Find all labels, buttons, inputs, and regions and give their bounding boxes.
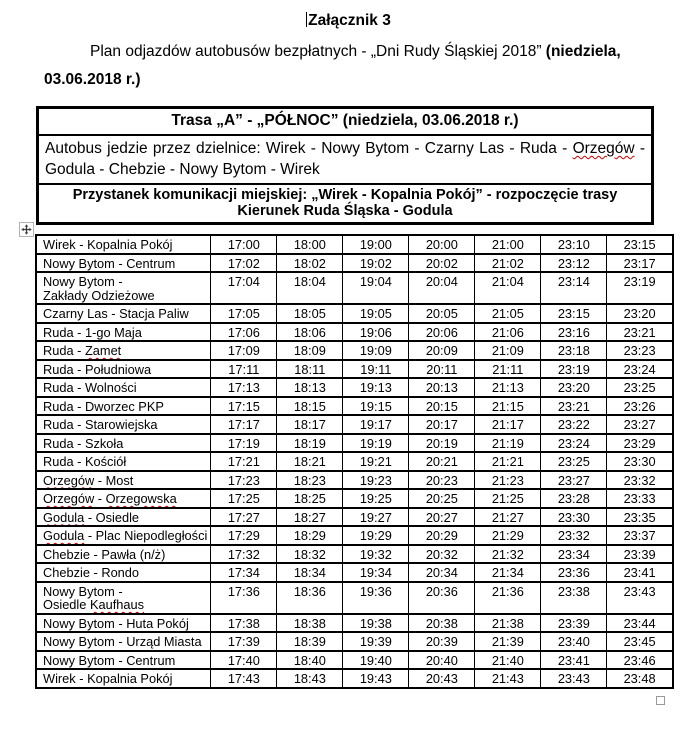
departure-time-cell: 23:39 bbox=[541, 614, 607, 633]
departure-time-cell: 23:21 bbox=[607, 323, 673, 342]
departure-time-cell: 18:36 bbox=[277, 582, 343, 614]
departure-time-cell: 23:35 bbox=[607, 508, 673, 527]
timetable-row bbox=[36, 360, 673, 379]
stop-name-text: Nowy Bytom - bbox=[43, 583, 123, 599]
departure-time-cell: 21:06 bbox=[475, 323, 541, 342]
departure-time-cell: 19:05 bbox=[343, 304, 409, 323]
stop-name-text: Ruda - Wolności bbox=[43, 380, 137, 395]
departure-time-cell: 21:27 bbox=[475, 508, 541, 527]
departure-time-cell: 17:04 bbox=[211, 272, 277, 304]
departure-time-cell: 23:43 bbox=[541, 669, 607, 688]
departure-time-cell: 23:10 bbox=[541, 235, 607, 254]
departure-time-cell: 23:39 bbox=[607, 545, 673, 564]
stop-name-cell bbox=[36, 304, 211, 323]
departure-time-cell: 19:32 bbox=[343, 545, 409, 564]
misspelled-word: Kaufhaus bbox=[89, 597, 145, 612]
departure-time-cell: 17:25 bbox=[211, 489, 277, 508]
departure-time-cell: 20:29 bbox=[409, 526, 475, 545]
departure-time-cell: 23:25 bbox=[607, 378, 673, 397]
stop-name-text: Nowy Bytom - Centrum bbox=[43, 255, 176, 271]
departure-time-cell: 18:29 bbox=[277, 526, 343, 545]
departure-time-cell: 23:44 bbox=[607, 614, 673, 633]
timetable-row bbox=[36, 272, 673, 304]
departure-time-cell: 19:11 bbox=[343, 360, 409, 379]
departure-time-cell: 21:39 bbox=[475, 632, 541, 651]
departure-time-cell: 18:00 bbox=[277, 235, 343, 254]
stop-name-cell bbox=[36, 378, 211, 397]
stop-name-text: Osiedle bbox=[43, 597, 90, 612]
intro-text-bold: (niedziela, bbox=[545, 43, 621, 60]
departure-time-cell: 20:43 bbox=[409, 669, 475, 688]
departure-time-cell: 19:19 bbox=[343, 434, 409, 453]
timetable-row bbox=[36, 415, 673, 434]
timetable-row bbox=[36, 632, 673, 651]
start-stop-line2: Kierunek Ruda Śląska - Godula bbox=[237, 203, 453, 219]
table-resize-handle[interactable] bbox=[656, 696, 665, 705]
departure-time-cell: 21:29 bbox=[475, 526, 541, 545]
text-run: - Godula - Chebzie - Nowy Bytom - Wirek bbox=[45, 140, 646, 178]
departure-time-cell: 23:22 bbox=[541, 415, 607, 434]
departure-time-cell: 21:02 bbox=[475, 254, 541, 273]
stop-name-text: Czarny Las - Stacja Paliw bbox=[43, 306, 189, 321]
timetable bbox=[35, 234, 674, 689]
timetable-row bbox=[36, 434, 673, 453]
departure-time-cell: 17:05 bbox=[211, 304, 277, 323]
stop-name-text: Nowy Bytom - Urząd Miasta bbox=[43, 634, 202, 649]
stop-name-cell bbox=[36, 632, 211, 651]
departure-time-cell: 19:04 bbox=[343, 272, 409, 304]
departure-time-cell: 23:26 bbox=[607, 397, 673, 416]
departure-time-cell: 23:43 bbox=[607, 582, 673, 614]
stop-name-text: Ruda - 1-go Maja bbox=[43, 324, 142, 340]
departure-time-cell: 18:15 bbox=[277, 397, 343, 416]
misspelled-word: Godula bbox=[43, 509, 85, 525]
departure-time-cell: 20:06 bbox=[409, 323, 475, 342]
stop-name-text: Ruda - Dworzec PKP bbox=[43, 398, 164, 414]
departure-time-cell: 21:34 bbox=[475, 563, 541, 582]
stop-name-text: Ruda - Kościół bbox=[43, 454, 127, 469]
departure-time-cell: 18:32 bbox=[277, 545, 343, 564]
departure-time-cell: 23:30 bbox=[607, 452, 673, 471]
departure-time-cell: 23:27 bbox=[607, 415, 673, 434]
departure-time-cell: 17:00 bbox=[211, 235, 277, 254]
departure-time-cell: 23:41 bbox=[607, 563, 673, 582]
route-header-box bbox=[36, 106, 654, 225]
departure-time-cell: 17:19 bbox=[211, 434, 277, 453]
departure-time-cell: 21:09 bbox=[475, 341, 541, 360]
departure-time-cell: 21:32 bbox=[475, 545, 541, 564]
departure-time-cell: 23:19 bbox=[607, 272, 673, 304]
departure-time-cell: 17:17 bbox=[211, 415, 277, 434]
departure-time-cell: 23:28 bbox=[541, 489, 607, 508]
departure-time-cell: 23:17 bbox=[607, 254, 673, 273]
departure-time-cell: 18:09 bbox=[277, 341, 343, 360]
departure-time-cell: 20:38 bbox=[409, 614, 475, 633]
intro-text-regular: Plan odjazdów autobusów bezpłatnych - „Dni Rudy Śląskiej 2018” bbox=[90, 43, 546, 60]
attachment-title bbox=[0, 12, 697, 30]
departure-time-cell: 23:45 bbox=[607, 632, 673, 651]
stop-name-cell bbox=[36, 323, 211, 342]
departure-time-cell: 23:30 bbox=[541, 508, 607, 527]
departure-time-cell: 18:38 bbox=[277, 614, 343, 633]
departure-time-cell: 20:25 bbox=[409, 489, 475, 508]
timetable-row bbox=[36, 508, 673, 527]
departure-time-cell: 20:00 bbox=[409, 235, 475, 254]
route-districts bbox=[39, 136, 651, 185]
stop-name-text: Zakłady Odzieżowe bbox=[43, 287, 155, 303]
departure-time-cell: 21:40 bbox=[475, 651, 541, 670]
departure-time-cell: 17:02 bbox=[211, 254, 277, 273]
departure-time-cell: 17:09 bbox=[211, 341, 277, 360]
misspelled-word: Orzegów bbox=[43, 472, 95, 488]
departure-time-cell: 18:25 bbox=[277, 489, 343, 508]
stop-name-text: - Plac Niepodległości bbox=[84, 528, 208, 543]
misspelled-word: Godula bbox=[43, 528, 85, 543]
departure-time-cell: 20:11 bbox=[409, 360, 475, 379]
departure-time-cell: 17:32 bbox=[211, 545, 277, 564]
departure-time-cell: 17:34 bbox=[211, 563, 277, 582]
stop-name-cell bbox=[36, 651, 211, 670]
departure-time-cell: 19:23 bbox=[343, 471, 409, 490]
stop-name-cell bbox=[36, 415, 211, 434]
departure-time-cell: 19:17 bbox=[343, 415, 409, 434]
stop-name-text: - Osiedle bbox=[84, 509, 140, 525]
departure-time-cell: 19:27 bbox=[343, 508, 409, 527]
departure-time-cell: 23:12 bbox=[541, 254, 607, 273]
departure-time-cell: 20:09 bbox=[409, 341, 475, 360]
departure-time-cell: 20:27 bbox=[409, 508, 475, 527]
departure-time-cell: 19:21 bbox=[343, 452, 409, 471]
departure-time-cell: 21:05 bbox=[475, 304, 541, 323]
route-start-stop bbox=[39, 185, 651, 222]
departure-time-cell: 19:43 bbox=[343, 669, 409, 688]
departure-time-cell: 18:43 bbox=[277, 669, 343, 688]
departure-time-cell: 21:23 bbox=[475, 471, 541, 490]
departure-time-cell: 23:14 bbox=[541, 272, 607, 304]
stop-name-cell bbox=[36, 545, 211, 564]
departure-time-cell: 21:25 bbox=[475, 489, 541, 508]
departure-time-cell: 23:46 bbox=[607, 651, 673, 670]
departure-time-cell: 23:48 bbox=[607, 669, 673, 688]
departure-time-cell: 21:11 bbox=[475, 360, 541, 379]
departure-time-cell: 23:19 bbox=[541, 360, 607, 379]
departure-time-cell: 21:43 bbox=[475, 669, 541, 688]
departure-time-cell: 17:39 bbox=[211, 632, 277, 651]
stop-name-cell bbox=[36, 235, 211, 254]
stop-name-cell bbox=[36, 526, 211, 545]
departure-time-cell: 17:21 bbox=[211, 452, 277, 471]
departure-time-cell: 17:40 bbox=[211, 651, 277, 670]
departure-time-cell: 23:15 bbox=[541, 304, 607, 323]
departure-time-cell: 17:43 bbox=[211, 669, 277, 688]
stop-name-text: - Most bbox=[94, 472, 134, 488]
departure-time-cell: 18:19 bbox=[277, 434, 343, 453]
departure-time-cell: 17:15 bbox=[211, 397, 277, 416]
departure-time-cell: 23:15 bbox=[607, 235, 673, 254]
move-arrows-icon bbox=[21, 224, 32, 235]
stop-name-text: - bbox=[94, 491, 106, 506]
departure-time-cell: 21:21 bbox=[475, 452, 541, 471]
departure-time-cell: 18:02 bbox=[277, 254, 343, 273]
timetable-row bbox=[36, 304, 673, 323]
departure-time-cell: 23:29 bbox=[607, 434, 673, 453]
timetable-row bbox=[36, 614, 673, 633]
departure-time-cell: 17:11 bbox=[211, 360, 277, 379]
departure-time-cell: 20:36 bbox=[409, 582, 475, 614]
departure-time-cell: 18:40 bbox=[277, 651, 343, 670]
departure-time-cell: 19:02 bbox=[343, 254, 409, 273]
departure-time-cell: 18:11 bbox=[277, 360, 343, 379]
departure-time-cell: 19:13 bbox=[343, 378, 409, 397]
timetable-row bbox=[36, 452, 673, 471]
intro-date-bold: 03.06.2018 r.) bbox=[44, 71, 141, 88]
departure-time-cell: 23:36 bbox=[541, 563, 607, 582]
stop-name-text: Nowy Bytom - bbox=[43, 274, 123, 289]
stop-name-cell bbox=[36, 254, 211, 273]
departure-time-cell: 17:29 bbox=[211, 526, 277, 545]
departure-time-cell: 23:21 bbox=[541, 397, 607, 416]
departure-time-cell: 20:17 bbox=[409, 415, 475, 434]
timetable-row bbox=[36, 669, 673, 688]
departure-time-cell: 21:15 bbox=[475, 397, 541, 416]
misspelled-word: Orzegów bbox=[43, 491, 95, 506]
departure-time-cell: 21:17 bbox=[475, 415, 541, 434]
departure-time-cell: 17:27 bbox=[211, 508, 277, 527]
misspelled-word: Zamet bbox=[84, 343, 122, 358]
stop-name-cell bbox=[36, 582, 211, 614]
departure-time-cell: 20:05 bbox=[409, 304, 475, 323]
stop-name-text: Ruda - Starowiejska bbox=[43, 417, 158, 432]
departure-time-cell: 18:06 bbox=[277, 323, 343, 342]
timetable-row bbox=[36, 489, 673, 508]
departure-time-cell: 23:24 bbox=[607, 360, 673, 379]
departure-time-cell: 21:38 bbox=[475, 614, 541, 633]
departure-time-cell: 18:23 bbox=[277, 471, 343, 490]
departure-time-cell: 21:00 bbox=[475, 235, 541, 254]
departure-time-cell: 19:39 bbox=[343, 632, 409, 651]
departure-time-cell: 18:34 bbox=[277, 563, 343, 582]
departure-time-cell: 23:25 bbox=[541, 452, 607, 471]
departure-time-cell: 18:27 bbox=[277, 508, 343, 527]
departure-time-cell: 19:15 bbox=[343, 397, 409, 416]
text-run: Autobus jedzie przez dzielnice: Wirek - Nowy Bytom - Czarny Las - Ruda - bbox=[45, 140, 573, 157]
departure-time-cell: 21:19 bbox=[475, 434, 541, 453]
departure-time-cell: 17:06 bbox=[211, 323, 277, 342]
stop-name-cell bbox=[36, 669, 211, 688]
stop-name-text: Nowy Bytom - Huta Pokój bbox=[43, 615, 189, 631]
departure-time-cell: 23:20 bbox=[541, 378, 607, 397]
departure-time-cell: 19:00 bbox=[343, 235, 409, 254]
intro-paragraph bbox=[44, 38, 653, 94]
departure-time-cell: 23:41 bbox=[541, 651, 607, 670]
stop-name-cell bbox=[36, 272, 211, 304]
departure-time-cell: 23:40 bbox=[541, 632, 607, 651]
departure-time-cell: 20:32 bbox=[409, 545, 475, 564]
stop-name-cell bbox=[36, 452, 211, 471]
stop-name-text: Ruda - bbox=[43, 343, 85, 358]
stop-name-text: Chebzie - Pawła (n/ż) bbox=[43, 546, 166, 562]
departure-time-cell: 18:17 bbox=[277, 415, 343, 434]
stop-name-cell bbox=[36, 614, 211, 633]
departure-time-cell: 20:21 bbox=[409, 452, 475, 471]
departure-time-cell: 23:32 bbox=[541, 526, 607, 545]
timetable-row bbox=[36, 526, 673, 545]
stop-name-cell bbox=[36, 471, 211, 490]
departure-time-cell: 23:32 bbox=[607, 471, 673, 490]
timetable-row bbox=[36, 545, 673, 564]
departure-time-cell: 19:06 bbox=[343, 323, 409, 342]
timetable-row bbox=[36, 323, 673, 342]
departure-time-cell: 19:09 bbox=[343, 341, 409, 360]
departure-time-cell: 23:38 bbox=[541, 582, 607, 614]
timetable-row bbox=[36, 235, 673, 254]
stop-name-text: Nowy Bytom - Centrum bbox=[43, 652, 176, 668]
departure-time-cell: 18:13 bbox=[277, 378, 343, 397]
departure-time-cell: 20:40 bbox=[409, 651, 475, 670]
departure-time-cell: 23:37 bbox=[607, 526, 673, 545]
departure-time-cell: 23:16 bbox=[541, 323, 607, 342]
stop-name-cell bbox=[36, 360, 211, 379]
departure-time-cell: 23:20 bbox=[607, 304, 673, 323]
stop-name-cell bbox=[36, 397, 211, 416]
departure-time-cell: 23:27 bbox=[541, 471, 607, 490]
departure-time-cell: 23:23 bbox=[607, 341, 673, 360]
stop-name-text: Chebzie - Rondo bbox=[43, 565, 140, 580]
timetable-row bbox=[36, 397, 673, 416]
departure-time-cell: 19:40 bbox=[343, 651, 409, 670]
stop-name-text: Ruda - Południowa bbox=[43, 361, 152, 377]
misspelled-word: Orzegowska bbox=[105, 491, 177, 506]
departure-time-cell: 20:15 bbox=[409, 397, 475, 416]
departure-time-cell: 19:38 bbox=[343, 614, 409, 633]
text-caret bbox=[306, 12, 307, 27]
timetable-row bbox=[36, 378, 673, 397]
departure-time-cell: 23:33 bbox=[607, 489, 673, 508]
departure-time-cell: 21:36 bbox=[475, 582, 541, 614]
departure-time-cell: 17:13 bbox=[211, 378, 277, 397]
stop-name-cell bbox=[36, 341, 211, 360]
departure-time-cell: 23:18 bbox=[541, 341, 607, 360]
departure-time-cell: 19:25 bbox=[343, 489, 409, 508]
timetable-row bbox=[36, 341, 673, 360]
stop-name-cell bbox=[36, 563, 211, 582]
timetable-row bbox=[36, 582, 673, 614]
departure-time-cell: 23:34 bbox=[541, 545, 607, 564]
stop-name-cell bbox=[36, 489, 211, 508]
departure-time-cell: 20:02 bbox=[409, 254, 475, 273]
departure-time-cell: 20:34 bbox=[409, 563, 475, 582]
route-title: Trasa „A” - „PÓŁNOC” (niedziela, 03.06.2018 r.) bbox=[39, 109, 651, 136]
timetable-row bbox=[36, 563, 673, 582]
timetable-row bbox=[36, 651, 673, 670]
departure-time-cell: 18:21 bbox=[277, 452, 343, 471]
departure-time-cell: 17:36 bbox=[211, 582, 277, 614]
departure-time-cell: 19:29 bbox=[343, 526, 409, 545]
departure-time-cell: 19:36 bbox=[343, 582, 409, 614]
departure-time-cell: 20:23 bbox=[409, 471, 475, 490]
stop-name-text: Wirek - Kopalnia Pokój bbox=[43, 671, 173, 686]
stop-name-text: Ruda - Szkoła bbox=[43, 435, 124, 451]
departure-time-cell: 20:04 bbox=[409, 272, 475, 304]
departure-time-cell: 19:34 bbox=[343, 563, 409, 582]
departure-time-cell: 21:13 bbox=[475, 378, 541, 397]
departure-time-cell: 18:05 bbox=[277, 304, 343, 323]
attachment-title-text: Załącznik 3 bbox=[308, 12, 391, 29]
departure-time-cell: 23:24 bbox=[541, 434, 607, 453]
stop-name-cell bbox=[36, 508, 211, 527]
departure-time-cell: 20:13 bbox=[409, 378, 475, 397]
departure-time-cell: 17:38 bbox=[211, 614, 277, 633]
timetable-row bbox=[36, 471, 673, 490]
misspelled-word: Orzegów bbox=[572, 140, 635, 157]
departure-time-cell: 20:19 bbox=[409, 434, 475, 453]
stop-name-cell bbox=[36, 434, 211, 453]
timetable-row bbox=[36, 254, 673, 273]
departure-time-cell: 20:39 bbox=[409, 632, 475, 651]
departure-time-cell: 17:23 bbox=[211, 471, 277, 490]
departure-time-cell: 18:04 bbox=[277, 272, 343, 304]
stop-name-text: Wirek - Kopalnia Pokój bbox=[43, 237, 173, 252]
departure-time-cell: 18:39 bbox=[277, 632, 343, 651]
departure-time-cell: 21:04 bbox=[475, 272, 541, 304]
table-move-handle[interactable] bbox=[19, 222, 34, 237]
start-stop-line1: Przystanek komunikacji miejskiej: „Wirek - Kopalnia Pokój” - rozpoczęcie trasy bbox=[72, 187, 618, 203]
document-page bbox=[0, 12, 697, 733]
